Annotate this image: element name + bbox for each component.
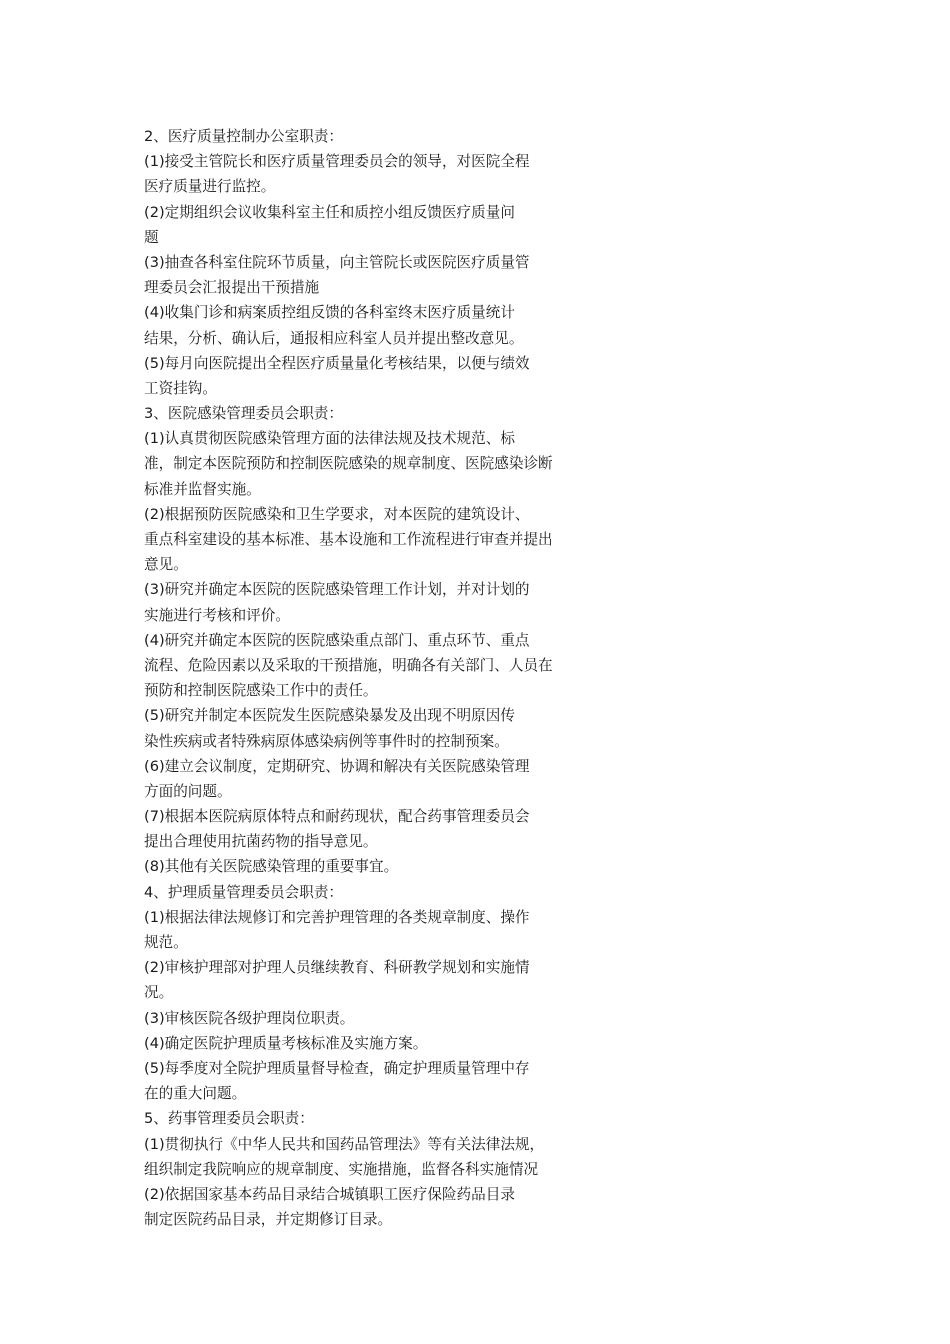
text-line: 标准并监督实施。: [144, 480, 261, 498]
text-line: (5)每季度对全院护理质量督导检查，确定护理质量管理中存: [144, 1059, 530, 1077]
text-line: 5、药事管理委员会职责：: [144, 1110, 314, 1128]
text-line: (1)根据法律法规修订和完善护理管理的各类规章制度、操作: [144, 908, 530, 926]
text-line: 4、护理质量管理委员会职责：: [144, 883, 344, 901]
text-line: (3)研究并确定本医院的医院感染管理工作计划，并对计划的: [144, 581, 530, 599]
text-line: 准，制定本医院预防和控制医院感染的规章制度、医院感染诊断: [144, 455, 553, 473]
text-line: 预防和控制医院感染工作中的责任。: [144, 682, 378, 700]
text-line: 理委员会汇报提出干预措施: [144, 279, 320, 297]
text-line: 工资挂钩。: [144, 379, 217, 397]
text-line: 染性疾病或者特殊病原体感染病例等事件时的控制预案。: [144, 732, 509, 750]
text-line: (2)根据预防医院感染和卫生学要求，对本医院的建筑设计、: [144, 505, 530, 523]
text-line: (4)研究并确定本医院的医院感染重点部门、重点环节、重点: [144, 631, 530, 649]
text-line: (1)贯彻执行《中华人民共和国药品管理法》等有关法律法规，: [144, 1135, 545, 1153]
text-line: 题: [144, 228, 159, 246]
text-line: 组织制定我院响应的规章制度、实施措施，监督各科实施情况: [144, 1160, 539, 1178]
text-line: (1)认真贯彻医院感染管理方面的法律法规及技术规范、标: [144, 430, 515, 448]
text-line: 医疗质量进行监控。: [144, 178, 276, 196]
text-line: 况。: [144, 984, 174, 1002]
text-line: 2、医疗质量控制办公室职责：: [144, 128, 344, 145]
text-line: (4)确定医院护理质量考核标准及实施方案。: [144, 1034, 428, 1052]
text-line: (1)接受主管院长和医疗质量管理委员会的领导，对医院全程: [144, 153, 530, 171]
text-line: (2)审核护理部对护理人员继续教育、科研教学规划和实施情: [144, 959, 530, 977]
text-line: (7)根据本医院病原体特点和耐药现状，配合药事管理委员会: [144, 808, 530, 826]
text-line: 制定医院药品目录，并定期修订目录。: [144, 1211, 393, 1229]
text-line: (5)研究并制定本医院发生医院感染暴发及出现不明原因传: [144, 707, 515, 725]
document-body: [144, 124, 624, 1232]
text-line: 意见。: [144, 556, 188, 574]
text-line: 在的重大问题。: [144, 1085, 247, 1103]
text-line: (2)依据国家基本药品目录结合城镇职工医疗保险药品目录: [144, 1185, 515, 1203]
text-line: 重点科室建设的基本标准、基本设施和工作流程进行审查并提出: [144, 531, 553, 548]
text-line: (3)抽查各科室住院环节质量，向主管院长或医院医疗质量管: [144, 253, 530, 271]
text-line: (3)审核医院各级护理岗位职责。: [144, 1009, 355, 1027]
text-line: (8)其他有关医院感染管理的重要事宜。: [144, 858, 399, 876]
text-line: (6)建立会议制度，定期研究、协调和解决有关医院感染管理: [144, 757, 530, 775]
text-line: 实施进行考核和评价。: [144, 606, 290, 624]
text-line: 方面的问题。: [144, 782, 232, 800]
text-line: 提出合理使用抗菌药物的指导意见。: [144, 833, 378, 851]
text-line: 3、医院感染管理委员会职责：: [144, 405, 344, 423]
text-line: 流程、危险因素以及采取的干预措施，明确各有关部门、人员在: [144, 656, 553, 674]
text-line: (4)收集门诊和病案质控组反馈的各科室终末医疗质量统计: [144, 304, 515, 322]
text-line: 规范。: [144, 934, 188, 951]
text-line: (2)定期组织会议收集科室主任和质控小组反馈医疗质量问: [144, 203, 515, 221]
text-line: (5)每月向医院提出全程医疗质量量化考核结果，以便与绩效: [144, 354, 530, 372]
text-line: 结果，分析、确认后，通报相应科室人员并提出整改意见。: [144, 329, 524, 347]
